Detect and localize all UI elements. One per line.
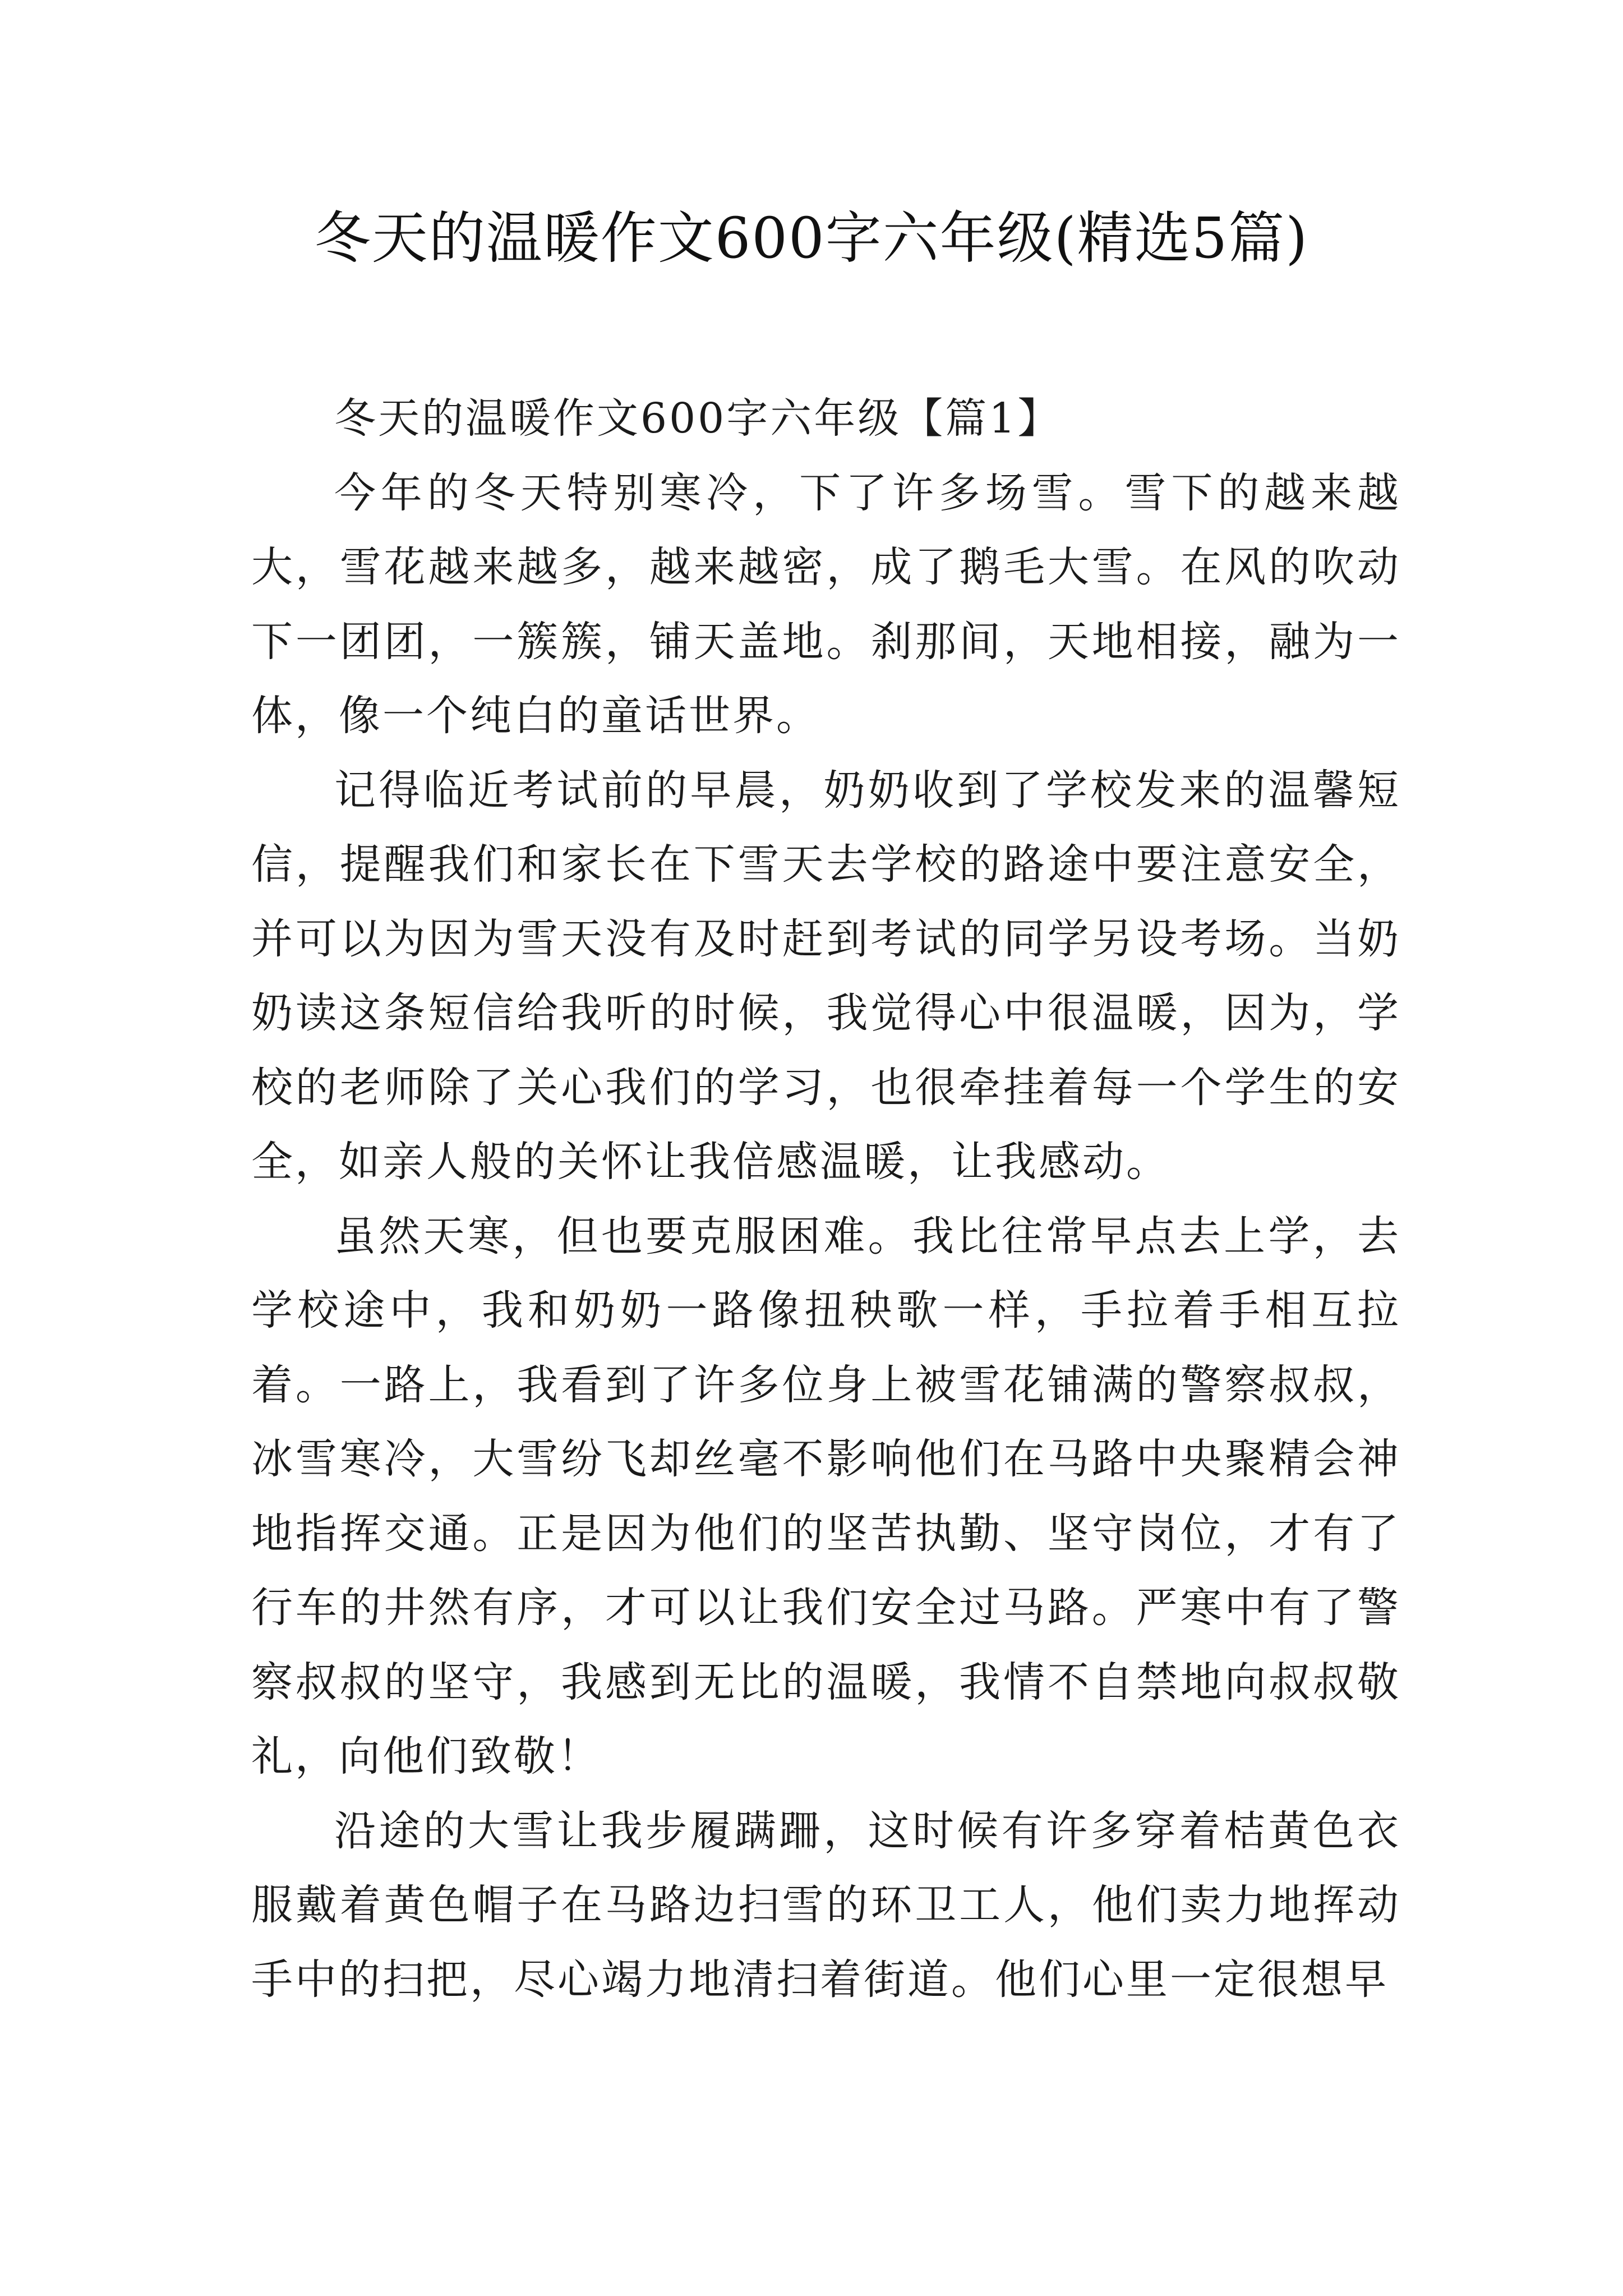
paragraph-2: 记得临近考试前的早晨，奶奶收到了学校发来的温馨短信，提醒我们和家长在下雪天去学校的路途中要注意安全，并可以为因为雪天没有及时赶到考试的同学另设考场。当奶奶读这条短信给我听的时候，我觉得心中很温暖，因为，学校的老师除了关心我们的学习，也很牵挂着每一个学生的安全，如亲人般的关怀让我倍感温暖，让我感动。 bbox=[251, 766, 1401, 1186]
paragraph-3: 虽然天寒，但也要克服困难。我比往常早点去上学，去学校途中，我和奶奶一路像扭秧歌一样，手拉着手相互拉着。一路上，我看到了许多位身上被雪花铺满的警察叔叔，冰雪寒冷，大雪纷飞却丝毫不影响他们在马路中央聚精会神地指挥交通。正是因为他们的坚苦执勤、坚守岗位，才有了行车的井然有序，才可以让我们安全过马路。严寒中有了警察叔叔的坚守，我感到无比的温暖，我情不自禁地向叔叔敬礼，向他们致敬！ bbox=[251, 1212, 1401, 1780]
paragraph-4: 沿途的大雪让我步履蹒跚，这时候有许多穿着桔黄色衣服戴着黄色帽子在马路边扫雪的环卫工人，他们卖力地挥动手中的扫把，尽心竭力地清扫着街道。他们心里一定很想早 bbox=[251, 1806, 1401, 2004]
section-heading: 冬天的温暖作文600字六年级【篇1】 bbox=[334, 394, 1062, 443]
document-body bbox=[251, 381, 1401, 2017]
document-title: 冬天的温暖作文600字六年级(精选5篇) bbox=[314, 205, 1309, 271]
paragraph-1: 今年的冬天特别寒冷，下了许多场雪。雪下的越来越大，雪花越来越多，越来越密，成了鹅毛大雪。在风的吹动下一团团，一簇簇，铺天盖地。刹那间，天地相接，融为一体，像一个纯白的童话世界。 bbox=[251, 468, 1401, 740]
